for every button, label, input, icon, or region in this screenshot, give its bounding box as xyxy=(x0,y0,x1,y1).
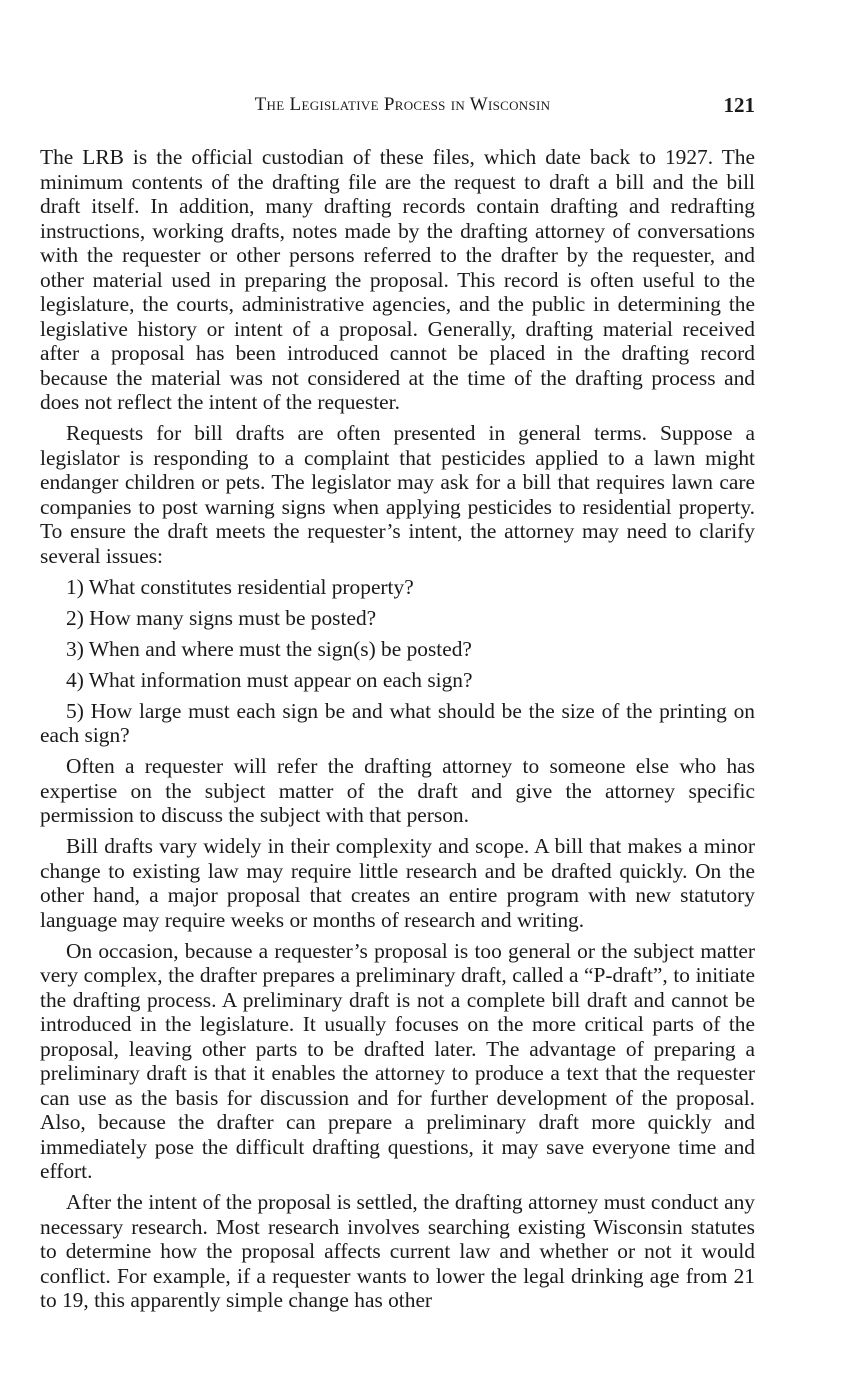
paragraph-referral: Often a requester will refer the drafting attorney to someone else who has expertise on the subject matter of the draft and give the attorney specific permission to discuss the subject with that person. xyxy=(40,754,755,827)
list-item: 1) What constitutes residential property? xyxy=(66,574,414,599)
running-header xyxy=(40,92,755,122)
paragraph-general-requests: Requests for bill drafts are often presented in general terms. Suppose a legislator is responding to a complaint that pesticides applied to a lawn might endanger children or pets. The legislator may ask for a bill that requires lawn care companies to post warning signs when applying pesticides to residential property. To ensure the draft meets the requester’s intent, the attorney may need to clarify several issues: xyxy=(40,421,755,568)
body-text xyxy=(40,145,755,1319)
list-item: 2) How many signs must be posted? xyxy=(66,605,377,630)
clarifying-questions-list xyxy=(40,575,755,748)
paragraph-research: After the intent of the proposal is settled, the drafting attorney must conduct any necessary research. Most research involves searching existing Wisconsin statutes to determine how the proposal affects current law and whether or not it would conflict. For example, if a requester wants to lower the legal drinking age from 21 to 19, this apparently simple change has other xyxy=(40,1190,755,1312)
paragraph-preliminary-draft: On occasion, because a requester’s proposal is too general or the subject matter very complex, the drafter prepares a preliminary draft, called a “P-draft”, to initiate the drafting process. A preliminary draft is not a complete bill draft and cannot be introduced in the legislature. It usually focuses on the more critical parts of the proposal, leaving other parts to be drafted later. The advantage of preparing a preliminary draft is that it enables the attorney to produce a text that the requester can use as the basis for discussion and for further development of the proposal. Also, because the drafter can prepare a preliminary draft more quickly and immediately pose the difficult drafting questions, it may save everyone time and effort. xyxy=(40,938,755,1183)
paragraph-drafting-file-custodian: The LRB is the official custodian of these files, which date back to 1927. The minimum contents of the drafting file are the request to draft a bill and the bill draft itself. In addition, many drafting records contain drafting and redrafting instructions, working drafts, notes made by the drafting attorney of conversations with the requester or other persons referred to the drafter by the requester, and other material used in preparing the proposal. This record is often useful to the legislature, the courts, administrative agencies, and the public in determining the legislative history or intent of a proposal. Generally, drafting material received after a proposal has been introduced cannot be placed in the drafting record because the material was not considered at the time of the drafting process and does not reflect the intent of the requester. xyxy=(40,145,755,414)
running-title: The Legislative Process in Wisconsin xyxy=(254,94,551,115)
list-item: 3) When and where must the sign(s) be posted? xyxy=(66,636,472,661)
list-item: 4) What information must appear on each sign? xyxy=(66,667,473,692)
page-number: 121 xyxy=(723,93,755,117)
paragraph-complexity: Bill drafts vary widely in their complexity and scope. A bill that makes a minor change to existing law may require little research and be drafted quickly. On the other hand, a major proposal that creates an entire program with new statutory language may require weeks or months of research and writing. xyxy=(40,834,755,932)
list-item: 5) How large must each sign be and what should be the size of the printing on each sign? xyxy=(40,698,755,747)
